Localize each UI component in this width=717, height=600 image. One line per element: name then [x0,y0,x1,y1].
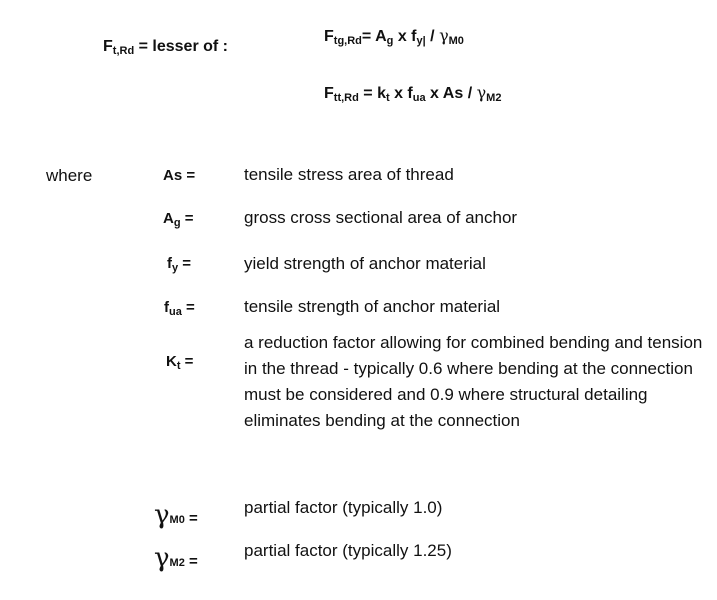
def-fua-sub: ua [169,306,182,318]
def-kt-sym: K [166,353,177,370]
equation-1 [324,26,464,47]
where-label: where [46,166,93,185]
def-gm2-sub: M2 [169,557,185,569]
def-desc-kt: a reduction factor allowing for combined bending and tension in the thread - typically 0.6 where bending at the connection must be considered and 0.9 where structural detailing eliminates bending at the connection [244,333,703,430]
def-symbol-kt [166,353,193,372]
eq2-symbol: F [324,85,334,102]
def-ag-sym: A [163,210,174,227]
eq2-gamma-sub: M2 [486,92,502,104]
def-fua-eq: = [181,299,195,316]
eq1-gamma-sub: M0 [448,35,464,47]
def-gm2-sym: γ [154,543,170,573]
def-symbol-gamma-m2 [154,543,198,573]
eq1-equals: = [361,28,376,45]
formula-lhs [103,38,228,57]
def-kt-sub: t [176,360,181,372]
eq1-f-sub: y| [416,35,426,47]
def-fy-sub: y [172,262,179,274]
def-gm0-eq: = [184,510,198,527]
eq1-times-f: x f [393,28,417,45]
eq2-times-as: x As [425,85,464,102]
equation-2 [324,83,501,104]
def-ag-eq: = [180,210,194,227]
def-symbol-as [163,167,195,186]
def-gm2-eq: = [184,553,198,570]
def-gm0-sym: γ [154,500,170,530]
def-desc-fy: yield strength of anchor material [244,254,486,273]
eq1-slash: / [425,28,440,45]
eq2-f-sub: ua [412,92,426,104]
def-fua-sym: f [164,299,169,316]
def-desc-fua: tensile strength of anchor material [244,297,501,316]
def-fy-eq: = [178,255,192,272]
eq2-subscript: tt,Rd [333,92,359,104]
eq2-slash: / [463,85,477,102]
def-desc-ag: gross cross sectional area of anchor [244,208,518,227]
eq1-gamma: γ [439,26,449,45]
def-kt-eq: = [180,353,194,370]
eq1-subscript: tg,Rd [333,35,362,47]
def-desc-gamma-m0: partial factor (typically 1.0) [244,498,443,517]
def-symbol-gamma-m0 [154,500,198,530]
eq1-a: A [375,28,387,45]
def-as-sym: As [163,167,183,184]
def-fy-sym: f [167,255,172,272]
lhs-text: = lesser of : [134,38,228,55]
eq1-a-sub: g [386,35,394,47]
eq1-symbol: F [324,28,334,45]
def-as-eq: = [182,167,196,184]
lhs-symbol: F [103,38,113,55]
eq2-equals-k: = k [358,85,386,102]
lhs-subscript: t,Rd [112,45,135,57]
eq2-times-f: x f [389,85,413,102]
def-ag-sub: g [173,217,181,229]
def-symbol-fy [167,255,191,274]
def-desc-as: tensile stress area of thread [244,165,454,184]
def-symbol-ag [163,210,194,229]
def-symbol-fua [164,299,195,318]
def-gm0-sub: M0 [169,514,185,526]
eq2-k-sub: t [385,92,390,104]
def-desc-gamma-m2: partial factor (typically 1.25) [244,541,452,560]
eq2-gamma: γ [476,83,487,102]
